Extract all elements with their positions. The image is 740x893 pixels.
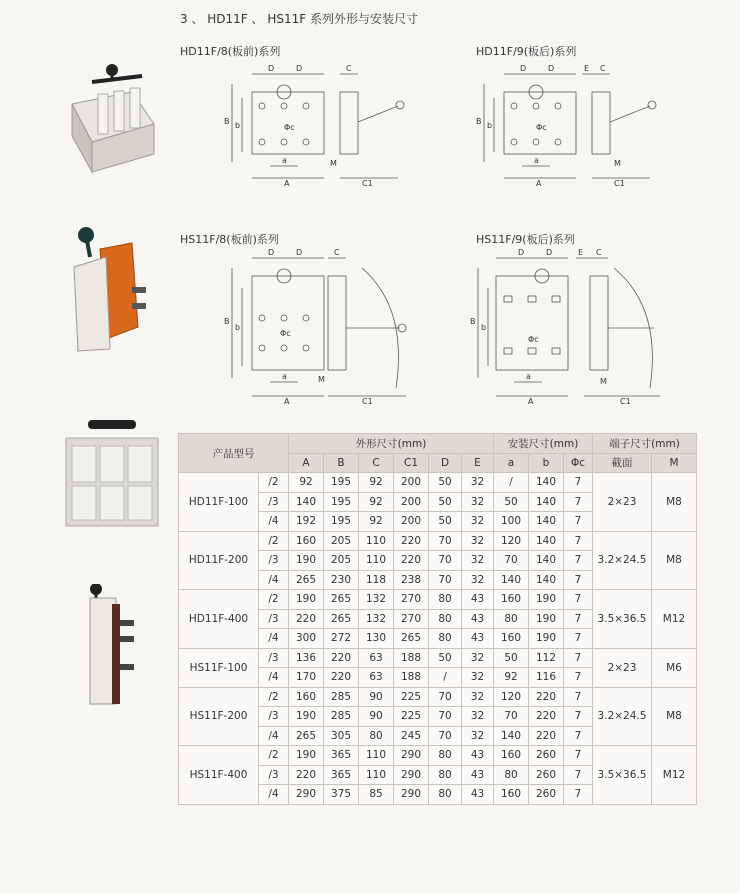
pole-cell: /4: [259, 726, 289, 746]
value-cell: 80: [429, 765, 462, 785]
value-cell: /: [429, 668, 462, 688]
value-cell: 80: [494, 609, 529, 629]
pole-cell: /3: [259, 609, 289, 629]
value-cell: 230: [324, 570, 359, 590]
model-cell: HD11F-200: [179, 531, 259, 590]
svg-text:D: D: [296, 64, 303, 73]
caption-hd11f8: HD11F/8(板前)系列: [180, 45, 281, 58]
value-cell: 220: [324, 668, 359, 688]
thread-cell: M6: [652, 648, 697, 687]
svg-text:D: D: [520, 64, 527, 73]
table-row: [179, 590, 697, 610]
value-cell: 290: [289, 785, 324, 805]
svg-text:D: D: [546, 248, 553, 257]
value-cell: 70: [429, 531, 462, 551]
value-cell: 63: [359, 668, 394, 688]
value-cell: 32: [462, 492, 494, 512]
value-cell: 270: [394, 590, 429, 610]
pole-cell: /2: [259, 590, 289, 610]
value-cell: 190: [529, 609, 564, 629]
pole-cell: /2: [259, 473, 289, 493]
value-cell: 43: [462, 590, 494, 610]
svg-text:C1: C1: [620, 397, 631, 404]
value-cell: 7: [564, 726, 593, 746]
value-cell: 220: [394, 551, 429, 571]
value-cell: 195: [324, 473, 359, 493]
value-cell: /: [494, 473, 529, 493]
value-cell: 140: [529, 473, 564, 493]
value-cell: 43: [462, 765, 494, 785]
value-cell: 160: [289, 531, 324, 551]
value-cell: 260: [529, 765, 564, 785]
value-cell: 80: [429, 629, 462, 649]
value-cell: 80: [429, 590, 462, 610]
outline-header: 外形尺寸(mm): [289, 434, 494, 454]
pole-cell: /4: [259, 668, 289, 688]
value-cell: 160: [494, 629, 529, 649]
value-cell: 7: [564, 687, 593, 707]
value-cell: 260: [529, 785, 564, 805]
value-cell: 70: [429, 570, 462, 590]
value-cell: 7: [564, 785, 593, 805]
svg-text:D: D: [296, 248, 303, 257]
value-cell: 190: [529, 590, 564, 610]
svg-text:D: D: [518, 248, 525, 257]
value-cell: 190: [289, 707, 324, 727]
value-cell: 272: [324, 629, 359, 649]
svg-text:B: B: [224, 317, 230, 326]
section-cell: 3.2×24.5: [593, 531, 652, 590]
value-cell: 220: [529, 726, 564, 746]
value-cell: 188: [394, 648, 429, 668]
value-cell: 100: [494, 512, 529, 532]
pole-cell: /3: [259, 492, 289, 512]
value-cell: 140: [529, 492, 564, 512]
value-cell: 305: [324, 726, 359, 746]
pole-cell: /4: [259, 570, 289, 590]
value-cell: 120: [494, 531, 529, 551]
pole-cell: /4: [259, 512, 289, 532]
value-cell: 70: [494, 551, 529, 571]
model-header: 产品型号: [179, 434, 289, 473]
value-cell: 160: [494, 746, 529, 766]
value-cell: 7: [564, 609, 593, 629]
value-cell: 285: [324, 687, 359, 707]
value-cell: 32: [462, 512, 494, 532]
mount-header: 安装尺寸(mm): [494, 434, 593, 454]
value-cell: 32: [462, 473, 494, 493]
value-cell: 265: [289, 570, 324, 590]
value-cell: 43: [462, 629, 494, 649]
value-cell: 220: [529, 707, 564, 727]
svg-text:M: M: [614, 159, 621, 168]
value-cell: 32: [462, 648, 494, 668]
thread-cell: M12: [652, 590, 697, 649]
value-cell: 225: [394, 687, 429, 707]
svg-text:B: B: [476, 117, 482, 126]
svg-text:D: D: [548, 64, 555, 73]
caption-hs11f9: HS11F/9(板后)系列: [476, 233, 575, 246]
value-cell: 50: [494, 648, 529, 668]
value-cell: 140: [529, 531, 564, 551]
value-cell: 32: [462, 570, 494, 590]
value-cell: 160: [289, 687, 324, 707]
col-header: a: [494, 453, 529, 473]
section-cell: 2×23: [593, 648, 652, 687]
value-cell: 205: [324, 531, 359, 551]
value-cell: 92: [359, 512, 394, 532]
value-cell: 140: [529, 551, 564, 571]
spec-table: [178, 433, 697, 805]
value-cell: 190: [289, 746, 324, 766]
value-cell: 118: [359, 570, 394, 590]
svg-text:E: E: [578, 248, 584, 257]
pole-cell: /2: [259, 687, 289, 707]
svg-text:D: D: [268, 248, 275, 257]
section-cell: 3.2×24.5: [593, 687, 652, 746]
value-cell: 205: [324, 551, 359, 571]
svg-text:C: C: [346, 64, 352, 73]
section-cell: 2×23: [593, 473, 652, 532]
pole-cell: /2: [259, 746, 289, 766]
value-cell: 7: [564, 531, 593, 551]
value-cell: 32: [462, 707, 494, 727]
table-row: [179, 648, 697, 668]
value-cell: 92: [359, 492, 394, 512]
value-cell: 140: [529, 570, 564, 590]
value-cell: 43: [462, 746, 494, 766]
value-cell: 50: [429, 473, 462, 493]
svg-text:A: A: [528, 397, 534, 404]
svg-text:B: B: [224, 117, 230, 126]
col-header: E: [462, 453, 494, 473]
value-cell: 7: [564, 765, 593, 785]
value-cell: 90: [359, 687, 394, 707]
value-cell: 188: [394, 668, 429, 688]
svg-text:b: b: [487, 121, 493, 130]
value-cell: 140: [494, 570, 529, 590]
svg-text:B: B: [470, 317, 476, 326]
value-cell: 160: [494, 785, 529, 805]
svg-text:C1: C1: [614, 179, 625, 188]
col-header: b: [529, 453, 564, 473]
thread-cell: M8: [652, 473, 697, 532]
table-row: [179, 746, 697, 766]
value-cell: 50: [494, 492, 529, 512]
value-cell: 63: [359, 648, 394, 668]
value-cell: 220: [529, 687, 564, 707]
value-cell: 365: [324, 746, 359, 766]
pole-cell: /3: [259, 648, 289, 668]
value-cell: 32: [462, 551, 494, 571]
col-header: C1: [394, 453, 429, 473]
svg-text:M: M: [600, 377, 607, 386]
hs11f-switch-photo: [66, 227, 156, 361]
value-cell: 190: [529, 629, 564, 649]
hd11f-switch-photo: [62, 64, 162, 178]
hs11f8-drawing: [212, 248, 412, 404]
hs11f-side-photo: [82, 584, 142, 713]
value-cell: 190: [289, 551, 324, 571]
value-cell: 140: [289, 492, 324, 512]
svg-text:C1: C1: [362, 179, 373, 188]
model-cell: HS11F-200: [179, 687, 259, 746]
value-cell: 50: [429, 648, 462, 668]
value-cell: 285: [324, 707, 359, 727]
svg-text:E: E: [584, 64, 590, 73]
value-cell: 7: [564, 473, 593, 493]
caption-hd11f9: HD11F/9(板后)系列: [476, 45, 577, 58]
svg-text:A: A: [536, 179, 542, 188]
svg-text:b: b: [235, 121, 241, 130]
value-cell: 32: [462, 668, 494, 688]
value-cell: 112: [529, 648, 564, 668]
model-cell: HD11F-100: [179, 473, 259, 532]
pole-cell: /3: [259, 551, 289, 571]
svg-text:Φc: Φc: [536, 123, 547, 132]
value-cell: 200: [394, 473, 429, 493]
pole-cell: /2: [259, 531, 289, 551]
thread-cell: M8: [652, 531, 697, 590]
value-cell: 7: [564, 590, 593, 610]
value-cell: 70: [494, 707, 529, 727]
table-row: [179, 531, 697, 551]
section-cell: 3.5×36.5: [593, 590, 652, 649]
svg-text:A: A: [284, 179, 290, 188]
svg-text:a: a: [534, 156, 539, 165]
svg-text:Φc: Φc: [284, 123, 295, 132]
value-cell: 7: [564, 707, 593, 727]
model-cell: HS11F-100: [179, 648, 259, 687]
value-cell: 110: [359, 551, 394, 571]
section-heading: 3 、 HD11F 、 HS11F 系列外形与安装尺寸: [180, 12, 418, 26]
svg-text:M: M: [330, 159, 337, 168]
value-cell: 120: [494, 687, 529, 707]
svg-text:C: C: [334, 248, 340, 257]
table-row: [179, 473, 697, 493]
value-cell: 245: [394, 726, 429, 746]
value-cell: 200: [394, 512, 429, 532]
value-cell: 80: [429, 609, 462, 629]
svg-text:Φc: Φc: [280, 329, 291, 338]
svg-text:C: C: [600, 64, 606, 73]
value-cell: 220: [324, 648, 359, 668]
pole-cell: /3: [259, 765, 289, 785]
table-row: [179, 687, 697, 707]
value-cell: 140: [529, 512, 564, 532]
value-cell: 365: [324, 765, 359, 785]
svg-text:b: b: [235, 323, 241, 332]
value-cell: 290: [394, 746, 429, 766]
hd11f-front-photo: [62, 420, 162, 534]
pole-cell: /4: [259, 629, 289, 649]
svg-text:a: a: [282, 372, 287, 381]
col-header: B: [324, 453, 359, 473]
svg-text:Φc: Φc: [528, 335, 539, 344]
value-cell: 85: [359, 785, 394, 805]
value-cell: 7: [564, 668, 593, 688]
svg-text:a: a: [282, 156, 287, 165]
value-cell: 70: [429, 687, 462, 707]
value-cell: 43: [462, 609, 494, 629]
model-cell: HD11F-400: [179, 590, 259, 649]
svg-text:C: C: [596, 248, 602, 257]
value-cell: 80: [429, 785, 462, 805]
value-cell: 136: [289, 648, 324, 668]
value-cell: 130: [359, 629, 394, 649]
value-cell: 7: [564, 512, 593, 532]
value-cell: 7: [564, 746, 593, 766]
svg-text:a: a: [526, 372, 531, 381]
value-cell: 265: [324, 590, 359, 610]
svg-text:M: M: [318, 375, 325, 384]
thread-cell: M12: [652, 746, 697, 805]
section-cell: 3.5×36.5: [593, 746, 652, 805]
terminal-header: 端子尺寸(mm): [593, 434, 697, 454]
value-cell: 132: [359, 590, 394, 610]
value-cell: 140: [494, 726, 529, 746]
value-cell: 7: [564, 551, 593, 571]
hd11f9-drawing: [464, 62, 664, 188]
value-cell: 195: [324, 492, 359, 512]
svg-text:A: A: [284, 397, 290, 404]
value-cell: 110: [359, 746, 394, 766]
value-cell: 80: [359, 726, 394, 746]
value-cell: 32: [462, 687, 494, 707]
value-cell: 270: [394, 609, 429, 629]
value-cell: 260: [529, 746, 564, 766]
pole-cell: /4: [259, 785, 289, 805]
value-cell: 220: [289, 609, 324, 629]
value-cell: 116: [529, 668, 564, 688]
svg-text:C1: C1: [362, 397, 373, 404]
value-cell: 195: [324, 512, 359, 532]
value-cell: 70: [429, 551, 462, 571]
value-cell: 290: [394, 785, 429, 805]
value-cell: 7: [564, 629, 593, 649]
col-header: Φc: [564, 453, 593, 473]
value-cell: 192: [289, 512, 324, 532]
svg-text:D: D: [268, 64, 275, 73]
hd11f8-drawing: [212, 62, 412, 188]
value-cell: 7: [564, 570, 593, 590]
value-cell: 80: [429, 746, 462, 766]
value-cell: 190: [289, 590, 324, 610]
value-cell: 7: [564, 648, 593, 668]
caption-hs11f8: HS11F/8(板前)系列: [180, 233, 279, 246]
value-cell: 43: [462, 785, 494, 805]
value-cell: 290: [394, 765, 429, 785]
value-cell: 200: [394, 492, 429, 512]
value-cell: 7: [564, 492, 593, 512]
value-cell: 220: [394, 531, 429, 551]
hs11f9-drawing: [464, 248, 664, 404]
col-header: 截面: [593, 453, 652, 473]
model-cell: HS11F-400: [179, 746, 259, 805]
value-cell: 265: [394, 629, 429, 649]
value-cell: 32: [462, 726, 494, 746]
pole-cell: /3: [259, 707, 289, 727]
svg-text:b: b: [481, 323, 487, 332]
value-cell: 90: [359, 707, 394, 727]
value-cell: 110: [359, 765, 394, 785]
value-cell: 92: [359, 473, 394, 493]
value-cell: 132: [359, 609, 394, 629]
value-cell: 375: [324, 785, 359, 805]
value-cell: 50: [429, 492, 462, 512]
value-cell: 92: [289, 473, 324, 493]
col-header: D: [429, 453, 462, 473]
col-header: M: [652, 453, 697, 473]
value-cell: 92: [494, 668, 529, 688]
thread-cell: M8: [652, 687, 697, 746]
col-header: C: [359, 453, 394, 473]
value-cell: 238: [394, 570, 429, 590]
value-cell: 225: [394, 707, 429, 727]
value-cell: 220: [289, 765, 324, 785]
value-cell: 50: [429, 512, 462, 532]
value-cell: 160: [494, 590, 529, 610]
value-cell: 32: [462, 531, 494, 551]
value-cell: 110: [359, 531, 394, 551]
value-cell: 80: [494, 765, 529, 785]
value-cell: 265: [324, 609, 359, 629]
value-cell: 300: [289, 629, 324, 649]
value-cell: 265: [289, 726, 324, 746]
value-cell: 70: [429, 707, 462, 727]
col-header: A: [289, 453, 324, 473]
value-cell: 70: [429, 726, 462, 746]
value-cell: 170: [289, 668, 324, 688]
